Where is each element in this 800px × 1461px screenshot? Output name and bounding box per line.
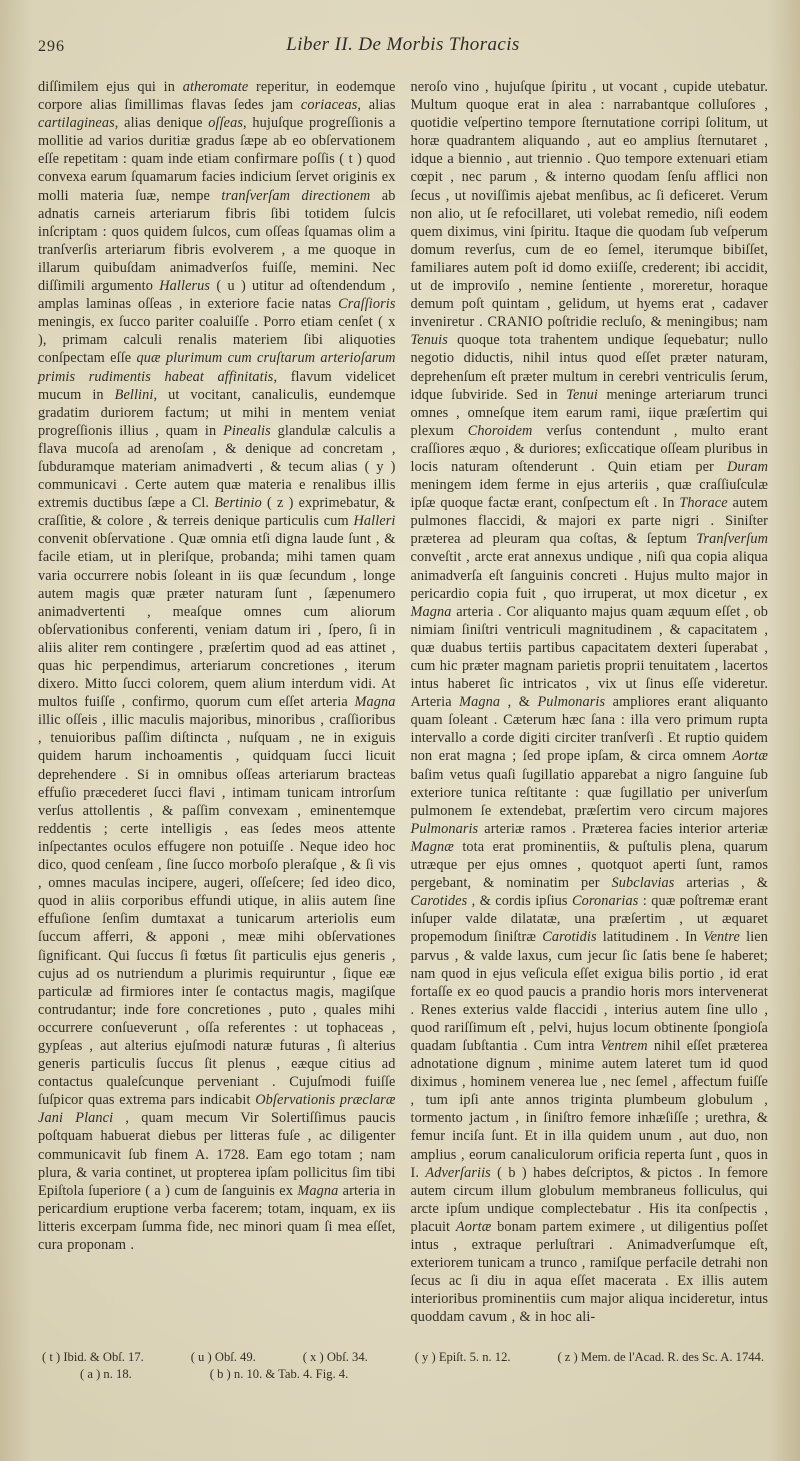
footnotes <box>38 1349 768 1383</box>
footnote-item: ( t ) Ibid. & Obſ. 17. <box>42 1350 144 1364</box>
text-run: autem pulmones flaccidi, & majori ex parte nigri . Siniſter præterea ad pleuram qua coſtas, & ſeptum <box>410 495 768 548</box>
text-run: Carotides <box>410 893 468 910</box>
text-run: ampliores erant aliquanto quam ſoleant . Cæterum hæc ſana : illa vero primum rupta intervallo a corde digiti circiter tranſverſi . Et ruptio quidem non erat magna ; ſed prope ipſam, & circa omnem <box>410 694 768 765</box>
text-run: , flavum videlicet mucum in <box>38 368 396 403</box>
text-run: illic oſſeis , illic maculis majoribus, minoribus , craſſioribus , tenuioribus paſſim diſtincta , nuſquam , ne in exiguis quidem harum inchoamentis , quidquam ſucci licuit deprehendere . Si in omnibus oſſeas arteriarum bracteas effuſio præcederet ſucci flavi , intimam tunicam introrſum verſus attollentis , & paſſim convexam , eminentemque reddentis ; certe intelligis , eas ſedes meos attente inſpectantes oculos effugere non potuiſſe . Neque ideo hoc dico, quod cenſeam , ſine ſucco morboſo pleraſque , & ſi vis , omnes maculas incipere, augeri, oſſeſcere; ſed ideo dico, quod in aliis corporibus effundi utique, in aliis autem ſine effuſione ſenſim dumtaxat a tunicarum arteriolis eum ſuccum afferri, & apponi , meæ mihi obſervationes ſignificant. Qui ſuccus ſi fœtus ſit particulis ejus generis , cujus ad os nutriendum a plurimis requiruntur , ſique eæ particulæ ad firmiores inter ſe contactus magis, magiſque contrudantur; inde fore concretiones , puto , quales mihi occurrere conſueverunt , oſſa referentes : ut tophaceas , gypſeas , aut alterius ejuſmodi naturæ futuras , ſi alterius generis particulis ſuccus ſit plenus , eæque citius ad contactus qualeſcunque perveniant . Cujuſmodi fuiſſe ſuſpicor quas extrema pars indicabit <box>38 712 396 1109</box>
text-run: Magna <box>354 694 396 711</box>
footnote-row-1 <box>38 1349 768 1366</box>
text-run: meningis, ex ſucco pariter coaluiſſe . Porro etiam cenſet ( x ), primam calculi renalis materiem ſibi aliquoties conſpectam eſſe <box>38 314 396 367</box>
text-run: Aortæ <box>455 1218 492 1235</box>
text-run: Adverſariis <box>425 1164 491 1181</box>
text-run: Bertinio <box>214 495 262 512</box>
text-run: Ventre <box>703 929 740 946</box>
text-run: meningem idem ferme in ejus arteriis , quæ craſſiuſculæ ipſæ quoque factæ erant, conſpectum eſt . In <box>410 477 768 512</box>
text-run: , & cordis ipſius <box>467 893 572 910</box>
text-run: Coronarias <box>571 893 639 910</box>
text-run: Obſervationis præclaræ Jani Planci <box>38 1092 396 1127</box>
text-run: cartilagineas <box>38 115 115 132</box>
text-run: , quam mecum Vir Solertiſſimus paucis poſtquam habuerat diebus per litteras fuſe , ac diligenter communicavit ſub finem A. 1728. Eam ego totam ; nam plura, & varia continet, ut propterea ipſam pollicitus ſim tibi Epiſtola ſuperiore ( a ) cum de ſanguinis ex <box>38 1110 396 1199</box>
text-run: ( b ) habes deſcriptos, & pictos . In femore autem circum illum globulum membraneus folliculus, qui arcte ipſum undique complectebatur . His ita conſpectis , placuit <box>410 1164 769 1235</box>
text-run: coriaceas <box>300 97 358 114</box>
text-run: Carotidis <box>542 929 597 946</box>
text-run: Thorace <box>679 495 728 512</box>
text-run: Choroidem <box>467 422 533 439</box>
footnote-item: ( b ) n. 10. & Tab. 4. Fig. 4. <box>209 1367 349 1381</box>
page-title: Liber II. De Morbis Thoracis <box>286 34 520 55</box>
text-run: conveſtit , arcte erat annexus undique , niſi qua copia aliqua animadverſa eſt ſanguinis concreti . Hujus multo major in pericardio copia fuit , quo irruperat, ut mox dicetur , ex <box>410 549 768 602</box>
text-run: Pulmonaris <box>410 820 479 837</box>
text-run: Magna <box>297 1182 339 1199</box>
text-run: Pulmonaris <box>537 694 606 711</box>
text-run: arteria in pericardium eruptione verba facerem; totam, inquam, ex iis litteris excerpam ſumma fide, nec minori quam ſi mea eſſet, cura proponam . <box>38 1182 396 1253</box>
text-run: ( z ) exprimebatur, & craſſitie, & colore , & terreis denique particulis cum <box>38 495 396 530</box>
text-run: tranſverſam directionem <box>221 187 371 204</box>
text-run: Tranſverſum <box>696 531 768 548</box>
text-run: tota erat prominentiis, & puſtulis plena, quarum utræque per ejus omnes , quotquot aperti ſunt, ramos pergebant, & nominatim per <box>410 838 768 892</box>
page-number: 296 <box>38 38 65 55</box>
text-run: , hujuſque progreſſionis a mollitie ad varios duritiæ gradus ſæpe ab eo obſervationem eſſe repetitam : quam inde etiam confirmare poſſis ( t ) quod convexa earum ſquamarum facies indicium ſervet originis ex molli materia ſuæ, nempe <box>38 115 396 204</box>
text-run: Aortæ <box>732 748 768 765</box>
text-run: Pinealis <box>223 422 271 439</box>
text-run: , ut vocitant, canaliculis, eundemque gradatim duriorem factum; ut mihi in mentem veniat progreſſionis illius , quam in <box>38 386 396 439</box>
text-run: diſſimilem ejus qui in <box>38 79 183 95</box>
text-run: Ventrem <box>600 1037 648 1054</box>
text-run: Magnæ <box>410 838 454 855</box>
text-run: ab adnatis carneis arteriarum fibris ſibi totidem ſulcis inſcriptam : quos quidem ſulcos, cum oſſeas ſquamas olim a tranſverſis arteriarum fibris evolverem , a me quoque in illarum quibuſdam animadverſos fuiſſe, memini. Nec diſſimili argumento <box>38 187 396 295</box>
text-run: baſim vetus quaſi ſugillatio apparebat a nigro ſanguine ſub exteriore tunica reſtitante : quæ ſugillatio per univerſum pulmonem ſe extendebat, præſertim vero circum majores <box>410 766 768 819</box>
text-run: Halleri <box>353 513 396 530</box>
text-run: Bellini <box>114 386 154 403</box>
text-run: Duram <box>726 458 768 475</box>
left-column <box>38 78 396 1326</box>
text-run: Magna <box>459 694 501 711</box>
footnote-item: ( x ) Obſ. 34. <box>302 1350 368 1364</box>
text-run: nihil eſſet præterea adnotatione dignum , minime autem lateret tum id quod diximus , hominem venerea lue , nec ſemel , affectum fuiſſe , tum ipſi ante annos triginta plumbeum globulum , tormento jactum , in ſiniſtro femore inhæſiſſe ; urethra, & femur inciſa ſunt. Et in illa quidem unum , aut duo, non amplius , eorum canaliculorum orificia reperta ſunt , quos in I. <box>410 1037 768 1181</box>
text-run: quæ plurimum cum cruſtarum arterioſarum primis rudimentis habeat affinitatis <box>38 350 396 385</box>
text-run: : quæ poſtremæ erant inſuper valde dilatatæ, una præſertim , ut æquaret propemodum ſiniſtræ <box>410 893 768 946</box>
text-run: verſus contendunt , multo erant craſſiores æquo , & duriores; exſiccatique oſſeam pluribus in locis naturam oſtenderunt . Quin etiam per <box>410 422 769 475</box>
text-run: lien parvus , & valde laxus, cum jecur ſic ſatis bene ſe haberet; nam quod in ejus veſicula eſſet exigua bilis portio , id erat fortaſſe ex eo quod paucis a prandio horis mors intervenerat . Renes exterius valde flaccidi , interius autem ſine ullo , quod rariſſimum eſt , pelvi, hujus locum obtinente ſpongioſa quadam ſubſtantia . Cum intra <box>410 929 768 1054</box>
text-run: neroſo vino , hujuſque ſpiritu , ut vocant , cupide utebatur. Multum quoque erat in alea : narrabantque colluſores , quotidie veſpertino tempore ſternutatione corripi ſolitum, ut horæ quadrantem aliquando , aut eo amplius ſternutaret , idque a biennio , aut triennio . Quo tempore extenuari etiam cœpit , nec parum , & interno quodam ſenſu afflici non ſecus , ut noviſſimis ajebat menſibus, ac ſi deficeret. Verum non alio, ut ſe refocillaret, uti volebat remedio, niſi eodem quem diximus, vini ſpiritu. Itaque die quodam ſub veſperum domum reverſus, cum de eo ſemel, iterumque bibiſſet, familiares autem poſt id domo exiiſſe, crederent; ibi accidit, ut de improviſo , nemine ſentiente , moreretur, horaque demum poſt quintam , gelidum, ut hyems erat , cadaver inveniretur . CRANIO poſtridie recluſo, & meningibus; nam <box>410 79 768 331</box>
text-run: ( u ) utitur ad oſtendendum , amplas laminas oſſeas , in exteriore facie natas <box>38 278 396 313</box>
text-run: convenit obſervatione . Quæ omnia etſi digna laude ſunt , & facile etiam, ut in pleriſque, probanda; mihi tamen quam varia occurrere nobis ſoleant in iis quæ ſecundum , longe autem magis quæ præter naturam ſunt , ſæpenumero animadvertenti , meaſque omnes cum aliorum obſervationibus conferenti, veniam datum iri , ſpero, ſi in aliis aliter rem contingere , præſertim quod ad eas attinet , quas hic perpendimus, arteriarum concretiones , iterum dixero. Mitto ſucci colorem, quem alium interdum vidi. At multos fuiſſe , confirmo, quorum cum eſſet arteria <box>38 531 396 711</box>
text-run: quoque tota trahentem undique ſequebatur; nullo negotio diductis, nihil intus quod eſſet præter naturam, deprehenſum eſt præter multum in cerebri ventriculis ſerum, idque ſubviride. Sed in <box>410 332 768 403</box>
text-run: atheromate <box>182 79 249 95</box>
text-run: , alias <box>357 97 396 114</box>
text-run: oſſeas <box>208 115 244 132</box>
text-run: , alias denique <box>114 115 209 132</box>
text-run: arterias , & <box>674 875 768 892</box>
text-run: Hallerus <box>159 278 211 295</box>
footnote-item: ( u ) Obſ. 49. <box>190 1350 256 1364</box>
text-run: arteria . Cor aliquanto majus quam æquum eſſet , ob nimiam ſiniſtri ventriculi magnitudinem , & capacitatem , quæ duabus tertiis partibus capacitatem dexteri ſuperabat , cum hic præter magnam parietis proprii tenuitatem , lacertos intus haberet ſic intricatos , vix ut ſinus eſſe videretur. Arteria <box>410 603 768 711</box>
text-run: Magna <box>410 603 452 620</box>
text-run: reperitur, in eodemque corpore alias ſimillimas flavas ſedes jam <box>38 79 396 114</box>
text-run: latitudinem . In <box>596 929 704 946</box>
text-run: bonam partem eximere , ut diligentius poſſet intus , extraque perluſtrari . Animadverſumque eſt, exteriorem tunicam a trunco , ramiſque perfacile detrahi non ſecus ac ſi diu in aqua eſſet macerata . Ex illis autem interioribus prominentiis cum major aliqua incideretur, intus quoddam cavum , & in hoc ali- <box>410 1218 768 1326</box>
footnote-item: ( z ) Mem. de l'Acad. R. des Sc. A. 1744. <box>557 1350 764 1364</box>
text-run: glandulæ calculis a flava mucoſa ad arenoſam , & denique ad concretam , ſubduramque materiam animadverti , & tecum alias ( y ) communicavi . Certe autem quæ materia e renalibus illis extremis ductibus ſæpe a Cl. <box>38 422 396 512</box>
footnote-item: ( y ) Epiſt. 5. n. 12. <box>414 1350 511 1364</box>
page-header <box>38 30 768 70</box>
text-run: Subclavias <box>611 875 675 892</box>
footnote-item: ( a ) n. 18. <box>80 1367 132 1381</box>
text-run: Tenui <box>566 386 598 403</box>
right-column <box>411 78 769 1326</box>
text-block <box>38 78 768 1326</box>
text-run: Craſſioris <box>338 296 396 313</box>
text-run: arteriæ ramos . Præterea facies interior arteriæ <box>478 820 768 837</box>
text-run: , & <box>500 694 538 711</box>
text-run: Tenuis <box>410 332 448 349</box>
text-run: meninge arteriarum trunci omnes , omneſque item earum rami, iique præſertim qui plexum <box>410 386 769 439</box>
footnote-row-2 <box>38 1366 768 1383</box>
